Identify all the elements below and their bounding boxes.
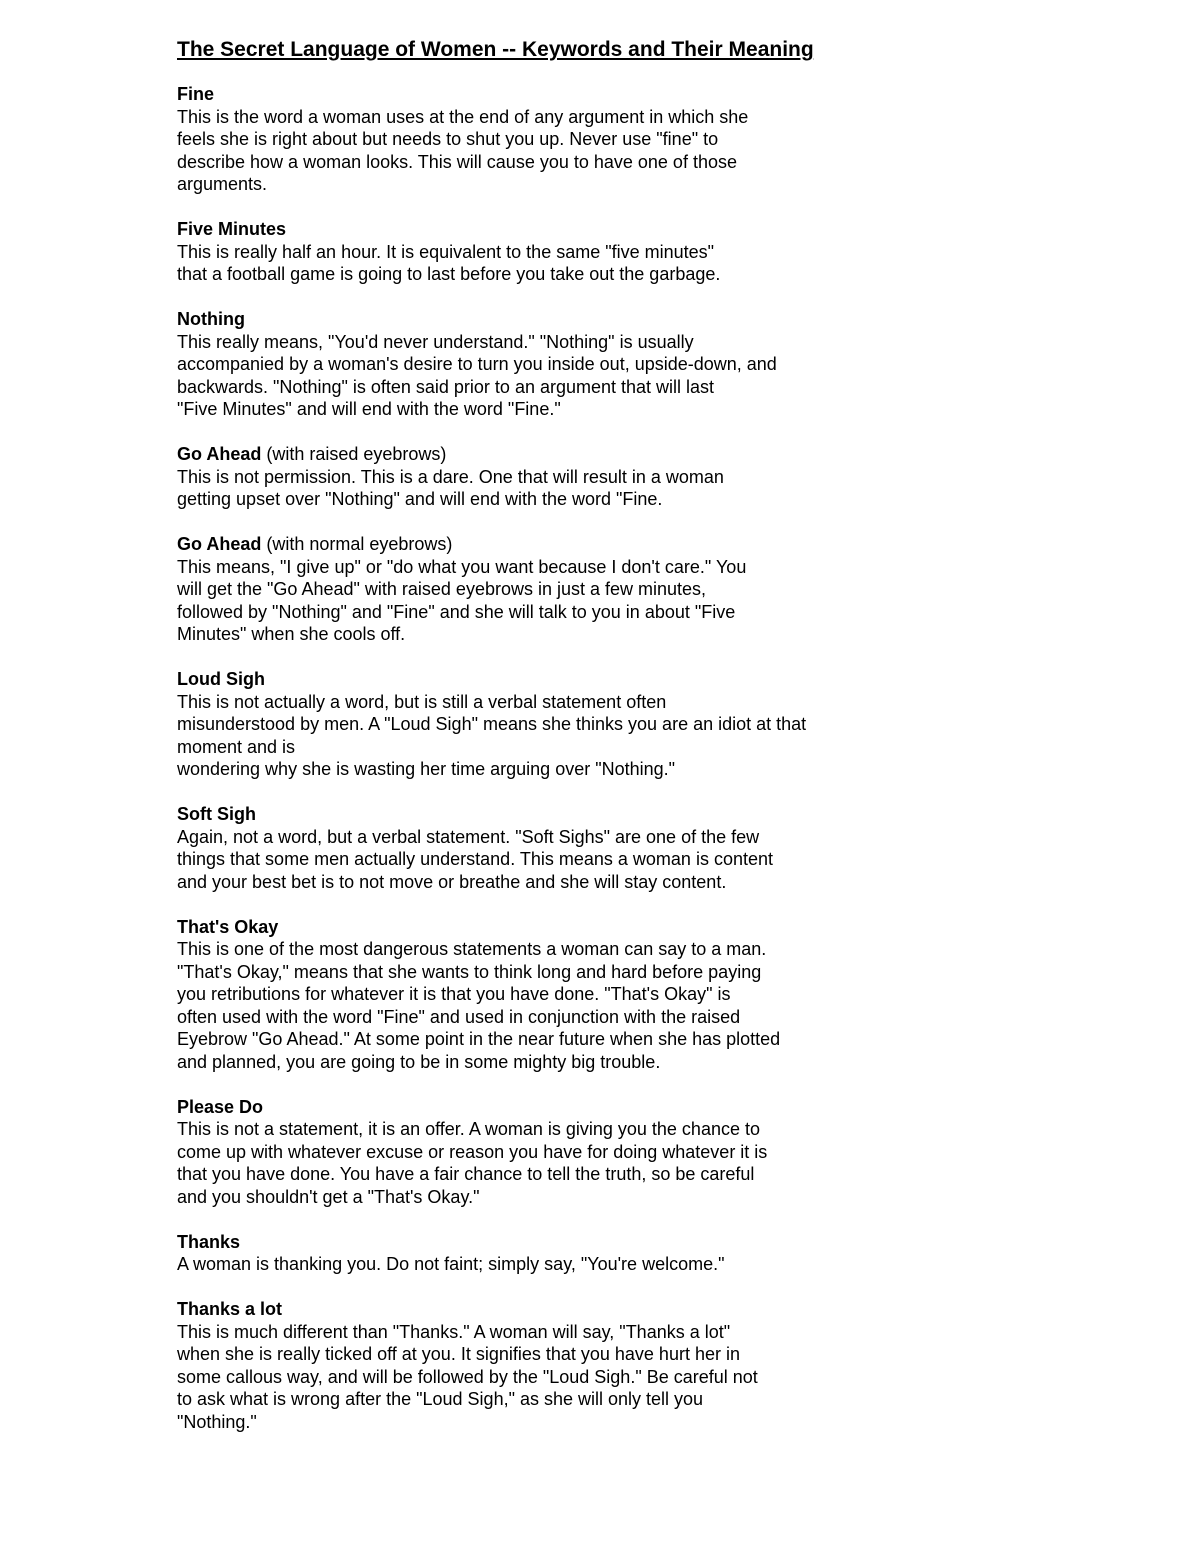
glossary-entry — [177, 533, 897, 646]
entry-definition-line: followed by "Nothing" and "Fine" and she will talk to you in about "Five — [177, 601, 736, 622]
entry-definition-line: This means, "I give up" or "do what you want because I don't care." You — [177, 556, 747, 577]
entry-definition-line: moment and is — [177, 736, 296, 757]
entry-definition-line: Minutes" when she cools off. — [177, 624, 406, 644]
glossary-entry — [177, 308, 897, 421]
entry-definition-line: This is much different than "Thanks." A woman will say, "Thanks a lot" — [177, 1321, 731, 1342]
entry-heading — [177, 443, 897, 466]
entry-definition-line: This is not a statement, it is an offer. A woman is giving you the chance to — [177, 1119, 760, 1139]
entry-heading — [177, 916, 897, 939]
entry-definition-line: and planned, you are going to be in some mighty big trouble. — [177, 1051, 661, 1072]
entry-term: Nothing — [177, 309, 245, 329]
entry-definition-line: that you have done. You have a fair chance to tell the truth, so be careful — [177, 1164, 755, 1184]
glossary-entry — [177, 83, 897, 196]
entry-definition-line: Eyebrow "Go Ahead." At some point in the near future when she has plotted — [177, 1029, 781, 1049]
entry-heading — [177, 308, 897, 331]
entry-definition-line: Again, not a word, but a verbal statement. "Soft Sighs" are one of the few — [177, 826, 760, 847]
entry-heading — [177, 533, 897, 556]
entry-term: Soft Sigh — [177, 804, 256, 824]
entry-term: Please Do — [177, 1096, 264, 1117]
entry-definition-line: This is one of the most dangerous statements a woman can say to a man. — [177, 939, 767, 959]
entry-term: Fine — [177, 84, 215, 104]
entry-definition-line: to ask what is wrong after the "Loud Sigh," as she will only tell you — [177, 1389, 704, 1409]
entry-term: That's Okay — [177, 916, 279, 937]
glossary-entry — [177, 803, 897, 893]
entry-definition-line: and you shouldn't get a "That's Okay." — [177, 1186, 480, 1207]
entry-term: Thanks a lot — [177, 1299, 283, 1319]
entry-definition-line: some callous way, and will be followed by the "Loud Sigh." Be careful not — [177, 1366, 758, 1387]
entry-definition-line: feels she is right about but needs to shut you up. Never use "fine" to — [177, 129, 719, 149]
entry-heading — [177, 218, 897, 241]
entry-definition-line: This is the word a woman uses at the end of any argument in which she — [177, 106, 749, 127]
glossary-entry — [177, 218, 897, 286]
glossary-entries — [177, 83, 897, 1433]
entry-term: Thanks — [177, 1231, 241, 1252]
glossary-entry — [177, 916, 897, 1074]
entry-definition-line: describe how a woman looks. This will cause you to have one of those — [177, 151, 737, 172]
entry-definition-line: This is not actually a word, but is still a verbal statement often — [177, 691, 667, 712]
entry-term: Go Ahead — [177, 534, 262, 554]
entry-heading — [177, 803, 897, 826]
entry-definition-line: things that some men actually understand. This means a woman is content — [177, 849, 773, 869]
document-title: The Secret Language of Women -- Keywords and Their Meaning — [177, 38, 814, 61]
entry-heading — [177, 1298, 897, 1321]
entry-definition-line: wondering why she is wasting her time arguing over "Nothing." — [177, 759, 676, 779]
glossary-entry — [177, 1096, 897, 1209]
entry-definition-line: A woman is thanking you. Do not faint; simply say, "You're welcome." — [177, 1254, 725, 1274]
glossary-entry — [177, 1231, 897, 1276]
entry-definition-line: "Nothing." — [177, 1411, 257, 1432]
entry-definition-line: and your best bet is to not move or breathe and she will stay content. — [177, 871, 727, 892]
entry-definition-line: that a football game is going to last before you take out the garbage. — [177, 264, 721, 284]
glossary-entry — [177, 1298, 897, 1433]
entry-definition-line: often used with the word "Fine" and used in conjunction with the raised — [177, 1006, 741, 1027]
entry-definition-line: you retributions for whatever it is that you have done. "That's Okay" is — [177, 984, 731, 1004]
entry-definition-line: getting upset over "Nothing" and will end with the word "Fine. — [177, 489, 663, 509]
entry-definition-line: come up with whatever excuse or reason you have for doing whatever it is — [177, 1141, 768, 1162]
entry-term: Five Minutes — [177, 219, 287, 239]
entry-definition-line: backwards. "Nothing" is often said prior to an argument that will last — [177, 376, 715, 397]
entry-definition-line: accompanied by a woman's desire to turn you inside out, upside-down, and — [177, 354, 777, 374]
entry-qualifier: (with raised eyebrows) — [266, 444, 447, 464]
entry-definition-line: This really means, "You'd never understand." "Nothing" is usually — [177, 331, 694, 352]
entry-definition-line: This is not permission. This is a dare. One that will result in a woman — [177, 466, 724, 487]
document-page — [177, 33, 897, 1456]
entry-heading — [177, 668, 897, 691]
entry-definition-line: when she is really ticked off at you. It signifies that you have hurt her in — [177, 1344, 740, 1364]
entry-definition-line: This is really half an hour. It is equivalent to the same "five minutes" — [177, 241, 715, 262]
entry-heading — [177, 1096, 897, 1119]
entry-term: Loud Sigh — [177, 669, 265, 689]
entry-definition-line: will get the "Go Ahead" with raised eyebrows in just a few minutes, — [177, 579, 707, 599]
entry-definition-line: "Five Minutes" and will end with the word "Fine." — [177, 399, 561, 419]
entry-definition-line: arguments. — [177, 174, 268, 194]
entry-term: Go Ahead — [177, 444, 262, 464]
glossary-entry — [177, 443, 897, 511]
entry-heading — [177, 1231, 897, 1254]
entry-qualifier: (with normal eyebrows) — [266, 534, 453, 554]
entry-definition-line: misunderstood by men. A "Loud Sigh" means she thinks you are an idiot at that — [177, 714, 807, 734]
entry-definition-line: "That's Okay," means that she wants to think long and hard before paying — [177, 961, 762, 982]
glossary-entry — [177, 668, 897, 781]
entry-heading — [177, 83, 897, 106]
